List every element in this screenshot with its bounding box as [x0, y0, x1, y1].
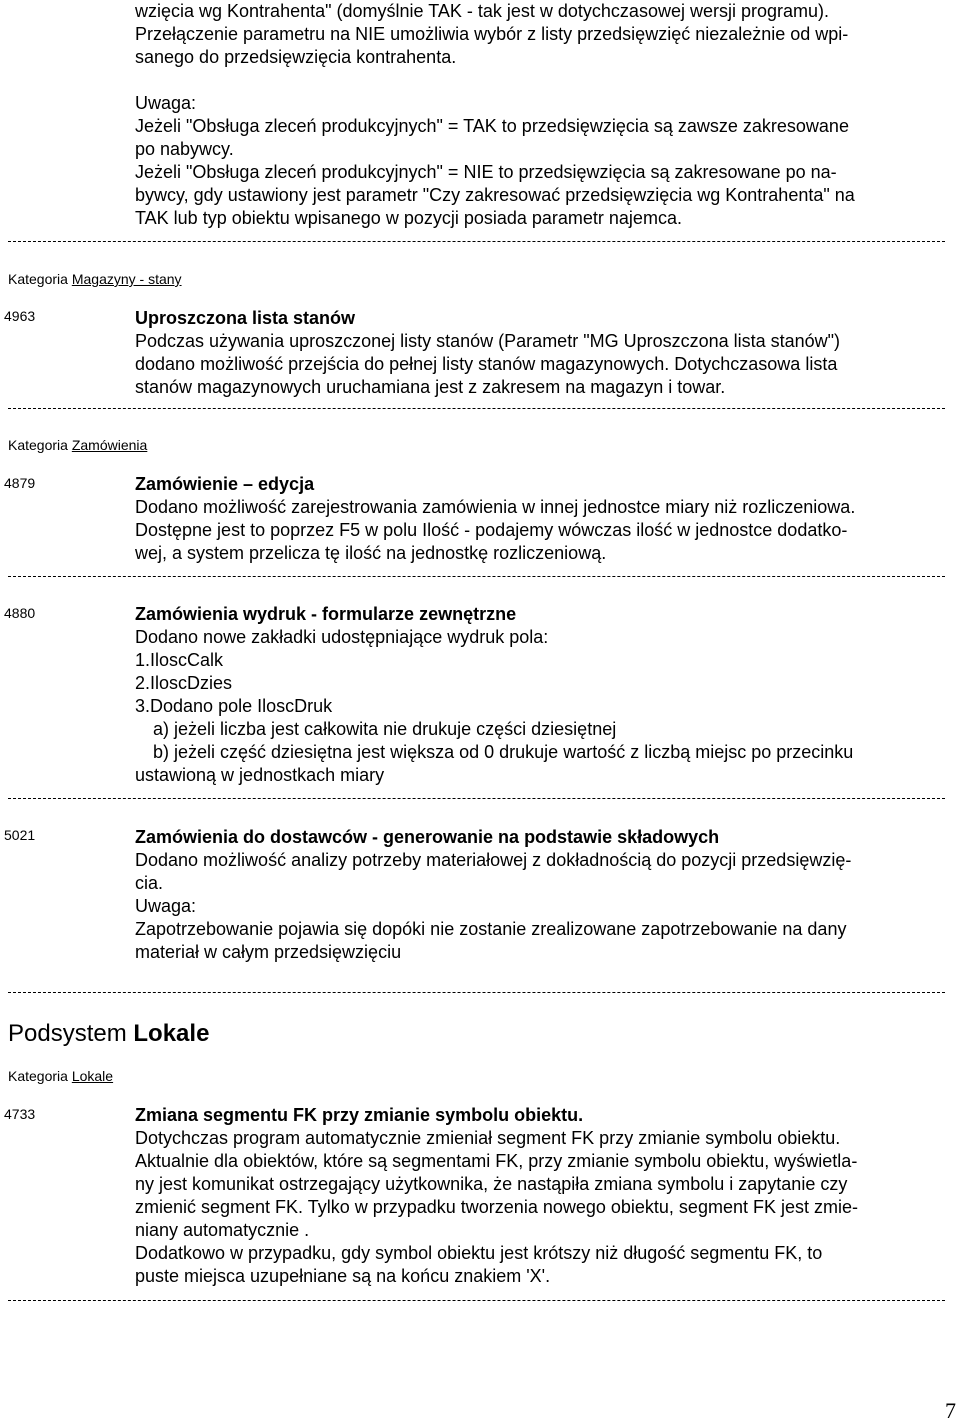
entry-4733: [135, 1104, 945, 1288]
note-label: Uwaga:: [135, 93, 197, 113]
entry-title: Zamówienia wydruk - formularze zewnętrzne: [135, 604, 517, 624]
category-prefix: Kategoria: [8, 271, 72, 287]
category-name: Zamówienia: [71, 437, 148, 453]
text-line: Podczas używania uproszczonej listy stanów (Parametr "MG Uproszczona lista stanów"): [135, 331, 841, 351]
text-line: Zapotrzebowanie pojawia się dopóki nie zostanie zrealizowane zapotrzebowanie na dany: [135, 919, 847, 939]
entry-5021: [135, 826, 945, 964]
separator-line: [8, 992, 945, 993]
text-line: Uwaga:: [135, 896, 197, 916]
entry-title: Zmiana segmentu FK przy zmianie symbolu obiektu.: [135, 1105, 584, 1125]
text-line: zmienić segment FK. Tylko w przypadku tworzenia nowego obiektu, segment FK jest zmie-: [135, 1197, 858, 1217]
text-line: Dodatkowo w przypadku, gdy symbol obiektu jest krótszy niż długość segmentu FK, to: [135, 1243, 823, 1263]
subsystem-heading: [8, 1019, 209, 1049]
text-line: 1.IloscCalk: [135, 650, 224, 670]
entry-4879: [135, 473, 945, 565]
intro-note: [135, 92, 945, 230]
subsystem-prefix: Podsystem: [8, 1020, 134, 1047]
text-line: cia.: [135, 873, 164, 893]
category-heading-lokale: [8, 1067, 113, 1085]
entry-title: Zamówienia do dostawców - generowanie na podstawie składowych: [135, 827, 720, 847]
text-line: Dodano możliwość zarejestrowania zamówienia w innej jednostce miary niż rozliczeniowa.: [135, 497, 856, 517]
text-line: Dotychczas program automatycznie zmieniał segment FK przy zmianie symbolu obiektu.: [135, 1128, 841, 1148]
subsystem-name: Lokale: [133, 1020, 210, 1047]
text-line: b) jeżeli część dziesiętna jest większa od 0 drukuje wartość z liczbą miejsc po przecinku: [153, 742, 854, 762]
text-line: Jeżeli "Obsługa zleceń produkcyjnych" = NIE to przedsięwzięcia są zakresowane po na-: [135, 162, 837, 182]
separator-line: [8, 576, 945, 577]
text-line: Dostępne jest to poprzez F5 w polu Ilość - podajemy wówczas ilość w jednostce dodatko-: [135, 520, 848, 540]
text-line: stanów magazynowych uruchamiana jest z zakresem na magazyn i towar.: [135, 377, 726, 397]
entry-4880: [135, 603, 945, 787]
text-line: puste miejsca uzupełniane są na końcu znakiem 'X'.: [135, 1266, 551, 1286]
text-line: a) jeżeli liczba jest całkowita nie drukuje części dziesiętnej: [153, 719, 617, 739]
text-line: materiał w całym przedsięwzięciu: [135, 942, 402, 962]
intro-paragraph: [135, 0, 945, 69]
text-line: wej, a system przelicza tę ilość na jednostkę rozliczeniową.: [135, 543, 607, 563]
entry-number: 5021: [4, 827, 36, 843]
category-heading-magazyny: [8, 270, 182, 288]
separator-line: [8, 408, 945, 409]
entry-title: Zamówienie – edycja: [135, 474, 315, 494]
entry-number: 4879: [4, 475, 36, 491]
category-prefix: Kategoria: [8, 1068, 72, 1084]
entry-number: 4733: [4, 1106, 36, 1122]
text-line: dodano możliwość przejścia do pełnej listy stanów magazynowych. Dotychczasowa lista: [135, 354, 838, 374]
text-line: sanego do przedsięwzięcia kontrahenta.: [135, 47, 457, 67]
text-line: Jeżeli "Obsługa zleceń produkcyjnych" = TAK to przedsięwzięcia są zawsze zakresowane: [135, 116, 849, 136]
entry-number: 4880: [4, 605, 36, 621]
entry-4963: [135, 307, 945, 399]
entry-title: Uproszczona lista stanów: [135, 308, 356, 328]
text-line: niany automatycznie .: [135, 1220, 310, 1240]
text-line: 3.Dodano pole IloscDruk: [135, 696, 333, 716]
entry-number: 4963: [4, 308, 36, 324]
category-name: Magazyny - stany: [71, 271, 182, 287]
text-line: Aktualnie dla obiektów, które są segmentami FK, przy zmianie symbolu obiektu, wyświetla-: [135, 1151, 858, 1171]
text-line: Dodano możliwość analizy potrzeby materiałowej z dokładnością do pozycji przedsięwzię-: [135, 850, 852, 870]
category-heading-zamowienia: [8, 436, 147, 454]
category-name: Lokale: [71, 1068, 114, 1084]
page-number: 7: [945, 1398, 956, 1423]
text-line: bywcy, gdy ustawiony jest parametr "Czy zakresować przedsięwzięcia wg Kontrahenta" na: [135, 185, 855, 205]
text-line: Dodano nowe zakładki udostępniające wydruk pola:: [135, 627, 549, 647]
text-line: TAK lub typ obiektu wpisanego w pozycji posiada parametr najemca.: [135, 208, 682, 228]
category-prefix: Kategoria: [8, 437, 72, 453]
text-line: Przełączenie parametru na NIE umożliwia wybór z listy przedsięwzięć niezależnie od wpi-: [135, 24, 849, 44]
separator-line: [8, 1300, 945, 1301]
text-line: po nabywcy.: [135, 139, 234, 159]
separator-line: [8, 241, 945, 242]
text-line: ustawioną w jednostkach miary: [135, 765, 385, 785]
separator-line: [8, 798, 945, 799]
text-line: ny jest komunikat ostrzegający użytkownika, że nastąpiła zmiana symbolu i zapytanie czy: [135, 1174, 848, 1194]
text-line: 2.IloscDzies: [135, 673, 233, 693]
text-line: wzięcia wg Kontrahenta" (domyślnie TAK - tak jest w dotychczasowej wersji programu).: [135, 1, 829, 21]
